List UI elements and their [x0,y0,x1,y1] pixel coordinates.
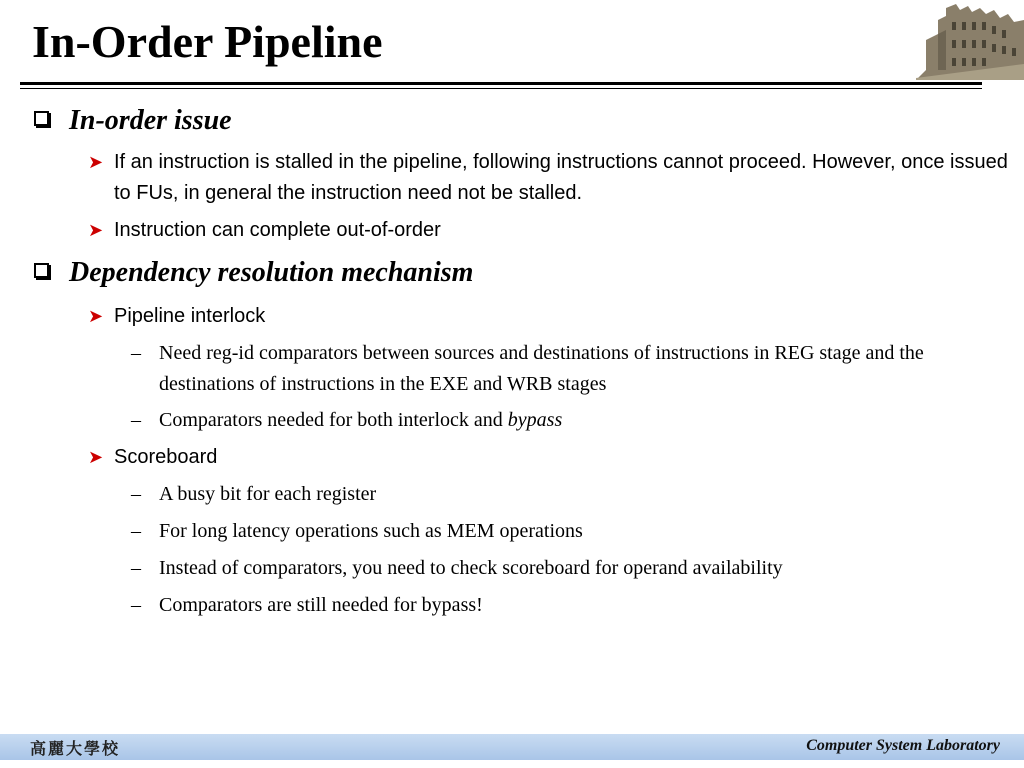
arrow-bullet-icon: ➤ [88,306,104,326]
sub-sub-bullet-reg-id [131,338,971,400]
bullet-dependency-resolution [34,256,473,290]
sub-sub-bullet-text: Need reg-id comparators between sources and destinations of instructions in REG stage and the destinations of instructions in the EXE and WRB stages [159,342,924,395]
slide-title: In-Order Pipeline [32,16,383,67]
arrow-bullet-icon: ➤ [88,220,104,240]
sub-bullet-text: Scoreboard [114,446,218,468]
slide-footer [0,734,1024,760]
dash-bullet: – [131,594,141,616]
emphasis-bypass: bypass [507,409,563,431]
sub-bullet-stalled [88,147,1008,209]
sub-bullet-text: Instruction can complete out-of-order [114,219,441,241]
dash-bullet: – [131,409,141,431]
sub-sub-bullet-check-scoreboard [131,553,971,584]
dash-bullet: – [131,557,141,579]
university-name: 高麗大學校 [30,739,121,758]
sub-bullet-out-of-order [88,215,1008,246]
sub-sub-bullet-text: Comparators are still needed for bypass! [159,594,483,616]
bullet-text: Dependency resolution mechanism [69,257,474,288]
bullet-text: In-order issue [69,105,232,136]
dash-bullet: – [131,520,141,542]
sub-sub-bullet-text: For long latency operations such as MEM operations [159,520,583,542]
sub-bullet-scoreboard [88,442,1008,473]
square-bullet-icon [34,263,49,278]
sub-sub-bullet-still-needed [131,590,971,621]
sub-bullet-pipeline-interlock [88,301,1008,332]
bullet-in-order-issue [34,104,232,138]
sub-sub-bullet-busy-bit [131,479,971,510]
sub-sub-bullet-long-latency [131,516,971,547]
sub-bullet-text: If an instruction is stalled in the pipeline, following instructions cannot proceed. However, once issued to FUs, in general the instruction need not be stalled. [114,151,1008,204]
sub-sub-bullet-comparators-bypass [131,405,971,436]
dash-bullet: – [131,483,141,505]
sub-sub-bullet-text: Comparators needed for both interlock and bypass [159,409,563,431]
square-bullet-icon [34,111,49,126]
sub-sub-bullet-text: A busy bit for each register [159,483,377,505]
arrow-bullet-icon: ➤ [88,152,104,172]
arrow-bullet-icon: ➤ [88,447,104,467]
sub-sub-bullet-text: Instead of comparators, you need to check scoreboard for operand availability [159,557,783,579]
dash-bullet: – [131,342,141,364]
sub-bullet-text: Pipeline interlock [114,305,266,327]
lab-name: Computer System Laboratory [806,737,1000,754]
